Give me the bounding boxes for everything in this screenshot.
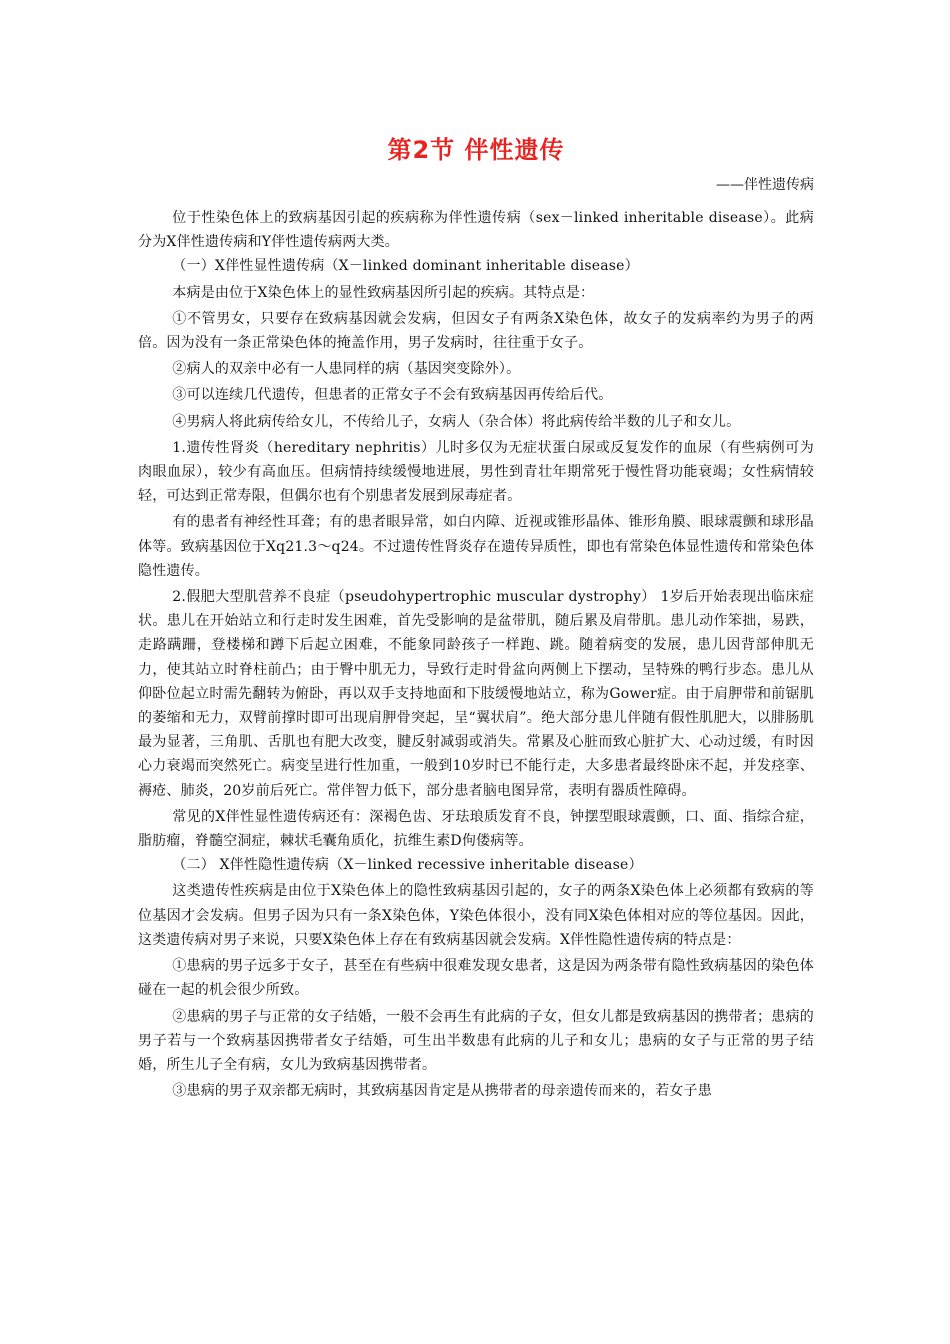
list-item: ④男病人将此病传给女儿，不传给儿子，女病人（杂合体）将此病传给半数的儿子和女儿。	[172, 413, 741, 430]
list-item: ③可以连续几代遗传，但患者的正常女子不会有致病基因再传给后代。	[172, 387, 613, 404]
list-item: ②病人的双亲中必有一人患同样的病（基因突变除外）。	[172, 361, 521, 378]
section-heading-x-recessive: （二） X伴性隐性遗传病（X－linked recessive inheritable disease）	[172, 857, 643, 874]
paragraph: 有的患者有神经性耳聋；有的患者眼异常，如白内障、近视或锥形晶体、锥形角膜、眼球震颤和球形晶体等。致病基因位于Xq21.3～q24。不过遗传性肾炎存在遗传异质性，即也有常染色体显性遗传和常染色体隐性遗传。	[138, 514, 814, 579]
paragraph: 2.假肥大型肌营养不良症（pseudohypertrophic muscular dystrophy） 1岁后开始表现出临床症状。患儿在开始站立和行走时发生困难，首先受影响的是盆带肌，随后累及肩带肌。患儿动作笨拙，易跌，走路蹒跚，登楼梯和蹲下后起立困难，不能象同龄孩子一样跑、跳。随着病变的发展，患儿因背部伸肌无力，使其站立时脊柱前凸；由于臀中肌无力，导致行走时骨盆向两侧上下摆动，呈特殊的鸭行步态。患儿从仰卧位起立时需先翻转为俯卧，再以双手支持地面和下肢缓慢地站立，称为Gower症。由于肩胛带和前锯肌的萎缩和无力，双臂前撑时即可出现肩胛骨突起，呈“翼状肩”。绝大部分患儿伴随有假性肌肥大，以腓肠肌最为显著，三角肌、舌肌也有肥大改变，腱反射减弱或消失。常累及心脏而致心脏扩大、心动过缓，有时因心力衰竭而突然死亡。病变呈进行性加重，一般到10岁时已不能行走，大多患者最终卧床不起，并发痉挛、褥疮、肺炎，20岁前后死亡。常伴智力低下，部分患者脑电图异常，表明有器质性障碍。	[138, 589, 814, 799]
paragraph: 1.遗传性肾炎（hereditary nephritis）儿时多仅为无症状蛋白尿或反复发作的血尿（有些病例可为肉眼血尿），较少有高血压。但病情持续缓慢地进展，男性到青壮年期常死于慢性肾功能衰竭；女性病情较轻，可达到正常寿限，但偶尔也有个别患者发展到尿毒症者。	[138, 439, 814, 505]
list-item: ①患病的男子远多于女子，甚至在有些病中很难发现女患者，这是因为两条带有隐性致病基因的染色体碰在一起的机会很少所致。	[138, 958, 814, 999]
paragraph-intro: 位于性染色体上的致病基因引起的疾病称为伴性遗传病（sex－linked inheritable disease）。此病分为X伴性遗传病和Y伴性遗传病两大类。	[138, 210, 814, 251]
page-subtitle: ——伴性遗传病	[716, 177, 814, 193]
document-page	[138, 130, 814, 1103]
paragraph: 本病是由位于X染色体上的显性致病基因所引起的疾病。其特点是：	[172, 284, 595, 301]
list-item: ①不管男女，只要存在致病基因就会发病，但因女子有两条X染色体，故女子的发病率约为男子的两倍。因为没有一条正常染色体的掩盖作用，男子发病时，往往重于女子。	[138, 310, 814, 352]
list-item: ②患病的男子与正常的女子结婚，一般不会再生有此病的子女，但女儿都是致病基因的携带者；患病的男子若与一个致病基因携带者女子结婚，可生出半数患有此病的儿子和女儿；患病的女子与正常的男子结婚，所生儿子全有病，女儿为致病基因携带者。	[138, 1008, 814, 1073]
list-item: ③患病的男子双亲都无病时，其致病基因肯定是从携带者的母亲遗传而来的，若女子患	[172, 1083, 712, 1100]
paragraph: 常见的X伴性显性遗传病还有：深褐色齿、牙珐琅质发育不良，钟摆型眼球震颤，口、面、指综合症，脂肪瘤，脊髓空洞症，棘状毛囊角质化，抗维生素D佝偻病等。	[138, 808, 814, 850]
page-title: 第2节 伴性遗传	[387, 136, 565, 164]
section-heading-x-dominant: （一）X伴性显性遗传病（X－linked dominant inheritable disease）	[172, 258, 639, 275]
paragraph: 这类遗传性疾病是由位于X染色体上的隐性致病基因引起的，女子的两条X染色体上必须都有致病的等位基因才会发病。但男子因为只有一条X染色体，Y染色体很小，没有同X染色体相对应的等位基因。因此，这类遗传病对男子来说，只要X染色体上存在有致病基因就会发病。X伴性隐性遗传病的特点是：	[138, 883, 814, 948]
